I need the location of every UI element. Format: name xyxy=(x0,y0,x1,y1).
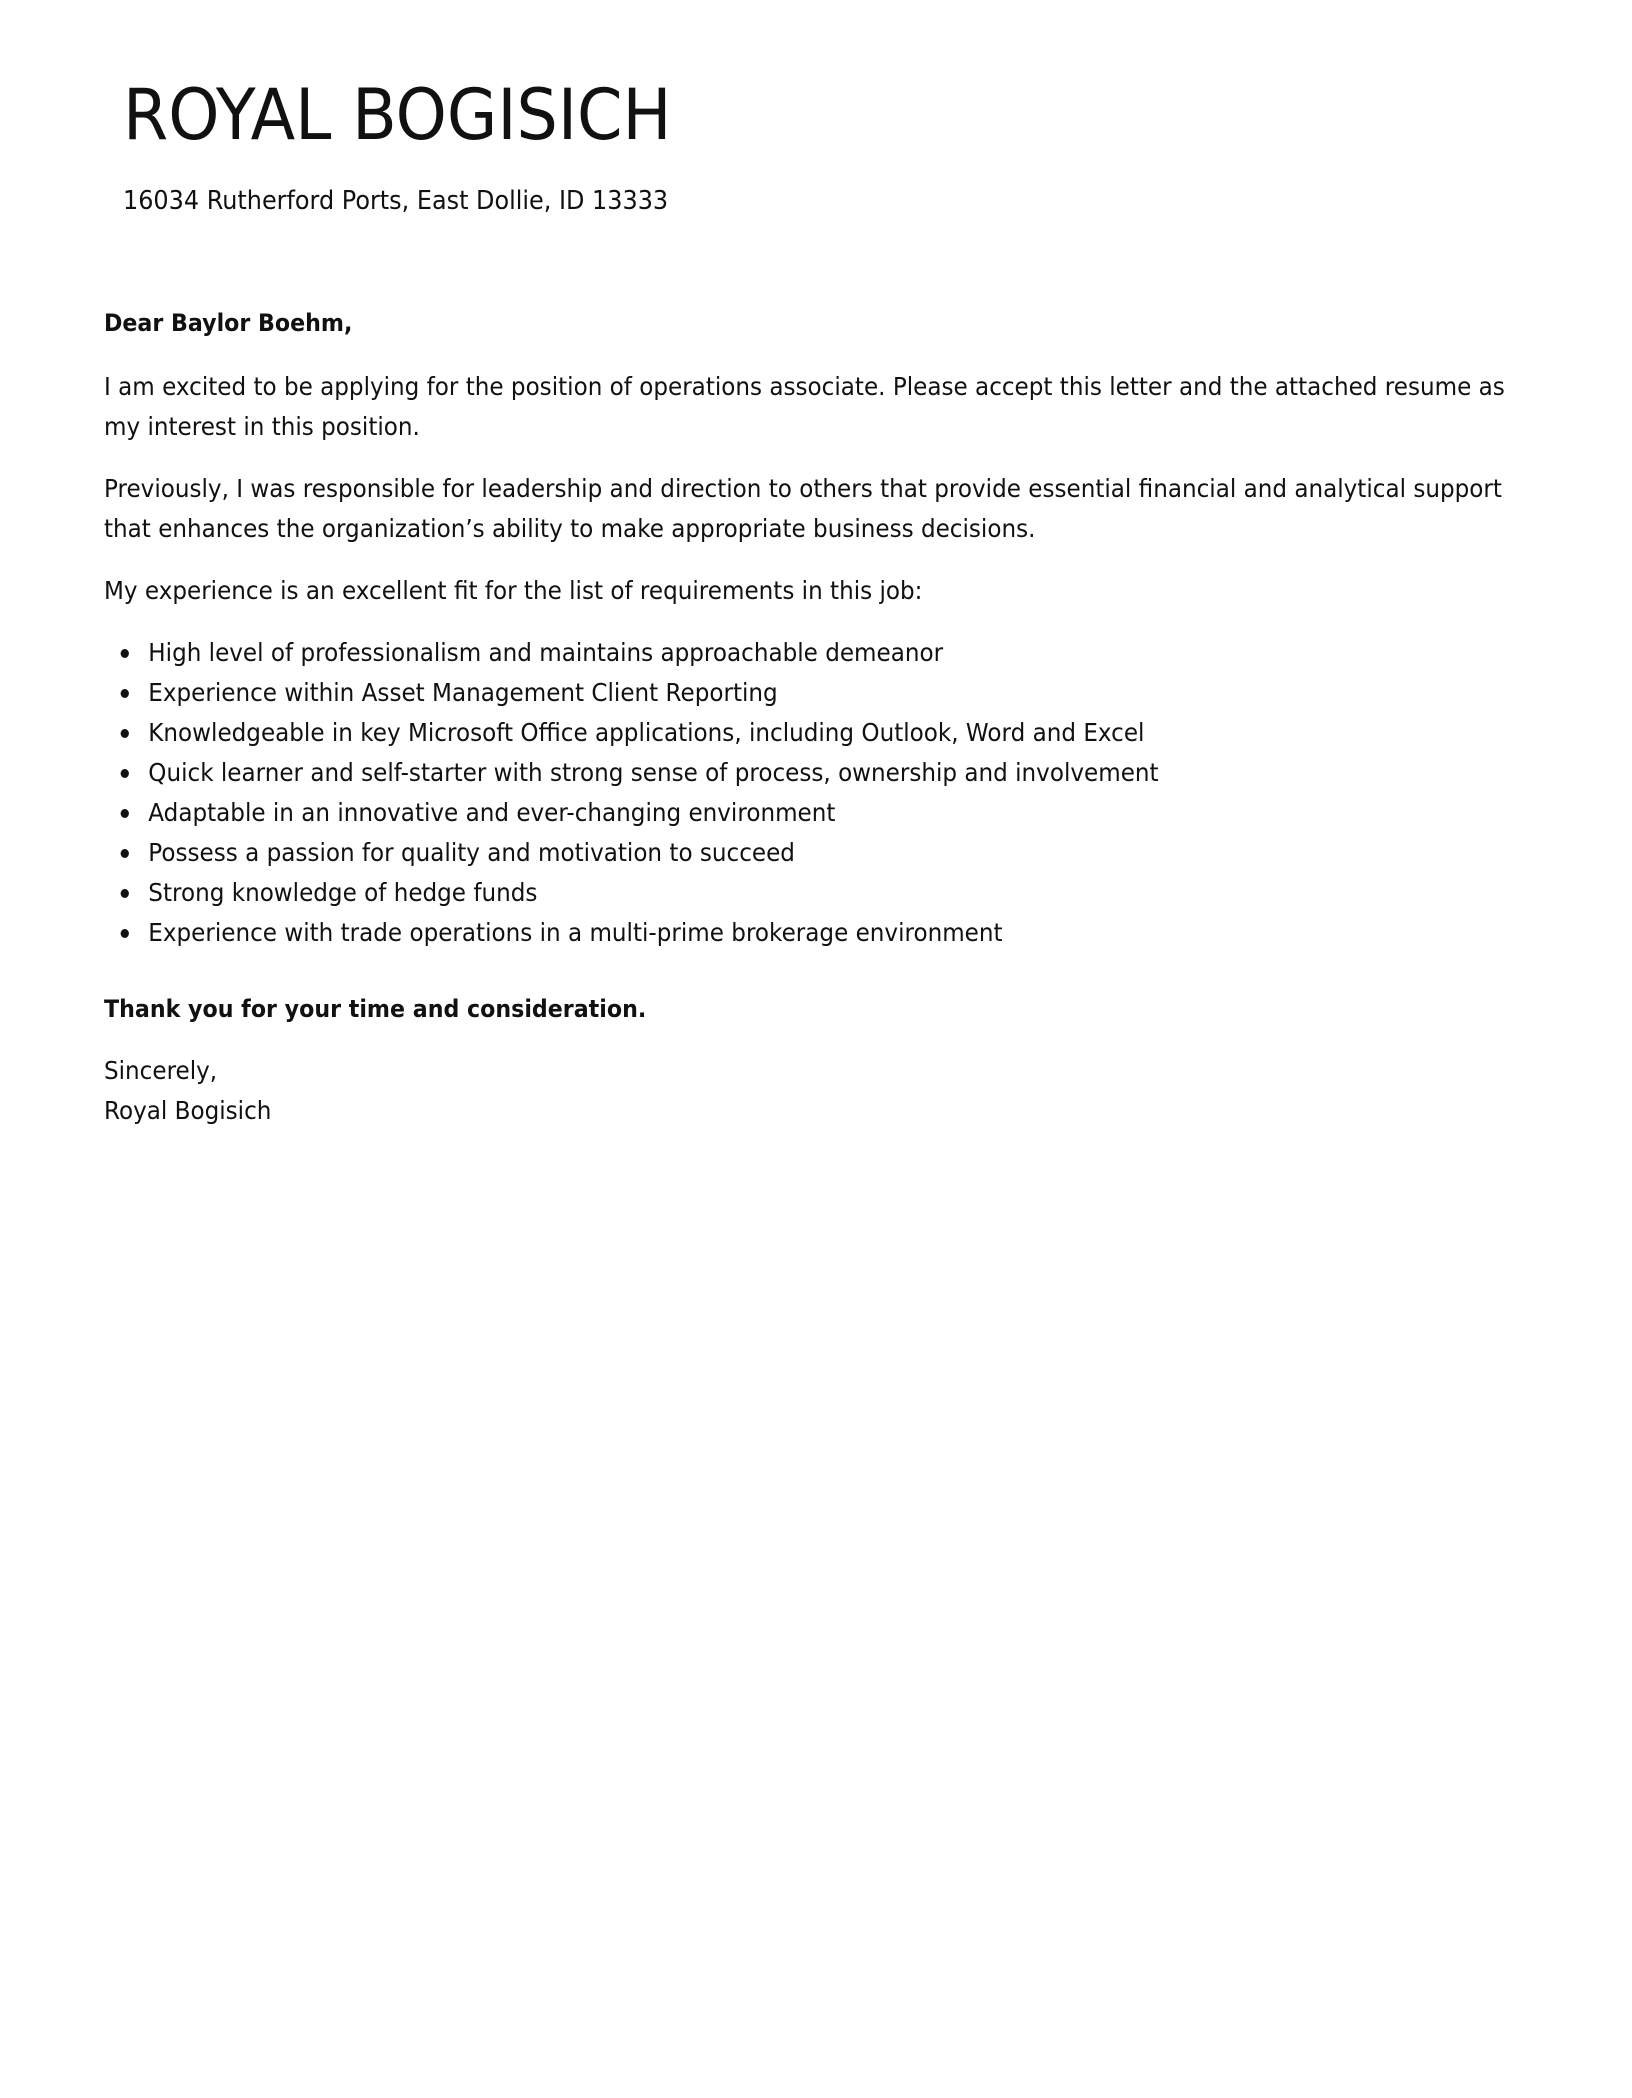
bullet-icon xyxy=(121,809,129,818)
requirement-text: Quick learner and self-starter with strong sense of process, ownership and involvement xyxy=(148,758,1159,787)
list-item xyxy=(148,793,1544,833)
list-item xyxy=(148,833,1544,873)
list-item xyxy=(148,913,1544,953)
bullet-icon xyxy=(121,929,129,938)
paragraph-intro: I am excited to be applying for the position of operations associate. Please accept this letter and the attached resume as my interest in this position. xyxy=(104,372,1505,441)
bullet-icon xyxy=(121,689,129,698)
requirement-text: Experience within Asset Management Client Reporting xyxy=(148,678,778,707)
bullet-icon xyxy=(121,729,129,738)
requirement-text: Strong knowledge of hedge funds xyxy=(148,878,538,907)
applicant-name: ROYAL BOGISICH xyxy=(123,74,672,156)
list-item xyxy=(148,753,1544,793)
bullet-icon xyxy=(121,849,129,858)
letter-body xyxy=(104,303,1544,1131)
paragraph-fit: My experience is an excellent fit for the list of requirements in this job: xyxy=(104,576,923,605)
bullet-icon xyxy=(121,649,129,658)
closing-line: Thank you for your time and consideration. xyxy=(104,995,647,1023)
requirement-text: High level of professionalism and maintains approachable demeanor xyxy=(148,638,944,667)
bullet-icon xyxy=(121,889,129,898)
requirement-text: Possess a passion for quality and motivation to succeed xyxy=(148,838,795,867)
list-item xyxy=(148,873,1544,913)
requirements-list xyxy=(104,633,1544,953)
list-item xyxy=(148,713,1544,753)
signature-name: Royal Bogisich xyxy=(104,1096,272,1125)
requirement-text: Adaptable in an innovative and ever-changing environment xyxy=(148,798,836,827)
paragraph-experience: Previously, I was responsible for leadership and direction to others that provide essential financial and analytical support that enhances the organization’s ability to make appropriate business decisions. xyxy=(104,474,1502,543)
salutation: Dear Baylor Boehm, xyxy=(104,309,353,337)
list-item xyxy=(148,673,1544,713)
requirement-text: Experience with trade operations in a multi-prime brokerage environment xyxy=(148,918,1003,947)
bullet-icon xyxy=(121,769,129,778)
list-item xyxy=(148,633,1544,673)
applicant-address: 16034 Rutherford Ports, East Dollie, ID 13333 xyxy=(123,186,669,216)
requirement-text: Knowledgeable in key Microsoft Office applications, including Outlook, Word and Excel xyxy=(148,718,1145,747)
signoff: Sincerely, xyxy=(104,1056,218,1085)
